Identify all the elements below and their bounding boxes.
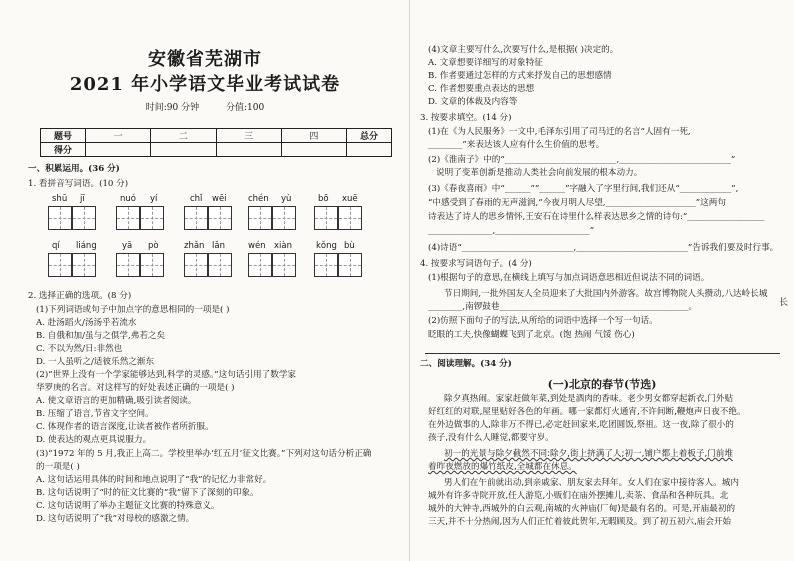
pinyin: bō [318,194,329,204]
char-box[interactable] [248,206,272,230]
option[interactable]: B. 这句话说明了“时的征文比赛的“我”留下了深刻的印象。 [36,488,259,498]
score-input-cell[interactable] [347,143,392,157]
pinyin: pò [148,241,159,251]
question-4-prompt: 眨眼的工夫,快像蝴蝶飞到了北京。(饱 热闹 气馁 伤心) [428,330,635,340]
pinyin: liáng [76,241,97,251]
char-box[interactable] [272,253,296,277]
option[interactable]: D. 使表达的观点更具说服力。 [36,435,152,445]
pinyin: chén [248,194,269,204]
char-box[interactable] [208,206,232,230]
option[interactable]: B. 自俄和加/虽与之俱学,弗若之矣 [36,331,166,341]
answer-line[interactable] [425,353,780,354]
option[interactable]: B. 压缩了语言,节省文字空间。 [36,409,154,419]
question-4-1: (1)根据句子的意思,在横线上填写与加点词语意思相近但说法不同的词语。 [428,273,710,283]
char-box[interactable] [140,253,164,277]
pinyin: yí [150,194,158,204]
section-heading: 二、阅读理解。(34 分) [420,359,512,369]
fill-blank[interactable]: “中感受到了春雨的无声滋润,“今夜月明人尽望,_____________________”这两句 [428,198,726,208]
exam-time: 时间:90 分钟 [145,103,200,113]
char-box[interactable] [184,206,208,230]
passage-line: 城外的大钟寺,西城外的白云观,南城的火神庙(厂甸)是最有名的。可是,开庙最初的 [428,504,736,514]
option[interactable]: B. 作者要通过怎样的方式来抒发自己的思想感情 [428,71,612,81]
edge-character: 长 [778,298,788,308]
score-cell: 一 [86,129,151,143]
char-box[interactable] [314,206,338,230]
pinyin: qí [52,241,60,251]
passage-line: 孩子,没有什么人睡觉,都要守岁。 [428,433,554,443]
option[interactable]: C. 体现作者的语言深度,让读者被作者所折服。 [36,422,214,432]
score-input-cell[interactable] [281,143,346,157]
option[interactable]: C. 这句话说明了举办主题征文比赛的特殊意义。 [36,501,220,511]
char-box[interactable] [184,253,208,277]
question-1: 1. 看拼音写词语。(10 分) [28,179,129,189]
score-input-cell[interactable] [86,143,151,157]
option[interactable]: D. 这句话说明了“我”对母校的感激之情。 [36,514,195,524]
exam-title: 2021 年小学语文毕业考试试卷 [69,74,341,95]
pinyin: jī [80,194,85,204]
question-4-passage: 节日期间,一批外国友人全员迎来了大批国内外游客。故宫博物院人头攒动,八达岭长城 [444,289,768,299]
exam-title-region: 安徽省芜湖市 [148,49,262,70]
pinyin: chǐ [190,194,203,204]
score-table-header-row [41,129,392,143]
passage-line: 好红红的对联,屋里贴好各色的年画。哪一家都灯火通宵,不许间断,鞭炮声日夜不绝。 [428,407,746,417]
fill-blank[interactable]: ________,南锣鼓巷____________________________________________。 [428,302,698,312]
pinyin: shū [52,194,68,204]
pinyin: zhǎn [184,241,205,251]
option[interactable]: A. 使文章语言的更加精确,吸引读者阅读。 [36,396,197,406]
score-cell: 题号 [41,129,86,143]
pinyin: wēi [212,194,227,204]
char-box[interactable] [248,253,272,277]
question-2-4: (4)文章主要写什么,次要写什么,是根据( )决定的。 [428,45,619,55]
exam-meta [0,100,410,113]
pinyin: nuó [120,194,136,204]
pinyin: wén [248,241,266,251]
fill-blank: 说明了变革创新是推动人类社会向前发展的根本动力。 [436,168,643,178]
section-heading: 一、积累运用。(36 分) [28,164,120,174]
char-box[interactable] [338,206,362,230]
fill-blank[interactable]: ________”来表达该人应有什么生价值的思考。 [428,140,605,150]
char-box[interactable] [338,253,362,277]
pinyin: bù [344,241,355,251]
char-box[interactable] [116,253,140,277]
score-table [40,128,392,157]
question-2-1: (1)下列词语或句子中加点字的意思相同的一项是( ) [36,305,230,315]
option[interactable]: C. 不以为然/日:非然也 [36,344,123,354]
char-box[interactable] [208,253,232,277]
question-2-2-cont: 华罗庚的名言。对这样写的好处表述正确的一项是( ) [36,383,235,393]
pinyin: yā [122,241,133,251]
passage-line: 三天,并不十分热闹,因为人们正忙着彼此贺年,无暇顾及。到了初五初六,庙会开始 [428,517,732,527]
passage-title: (一)北京的春节(节选) [547,378,657,391]
question-2-3: (3)“1972 年的 5 月,我正上高二。学校里举办‘红五月’征文比赛。”下列对这句话分析正确 [36,449,372,459]
score-cell: 总分 [347,129,392,143]
option[interactable]: D. 一人虽听之/适彼乐然之渐东 [36,357,155,367]
char-box[interactable] [48,253,72,277]
fill-blank[interactable]: (4)诗语“__________________________,__________________________”告诉我们要及时行事。 [428,243,779,253]
pinyin: kǒng [316,241,337,251]
question-4-2: (2)仿照下面句子的写法,从所给的词语中选择一个写一句话。 [428,316,658,326]
passage-line: 在外边做事的人,除非万不得已,必定赶回家来,吃团圆饭,祭祖。这一夜,除了很小的 [428,420,734,430]
pinyin: xiàn [274,241,292,251]
passage-line-underlined: 初一的光景与除夕截然不同:除夕,街上挤满了人;初一,铺户都上着板子,门前堆 [444,449,733,459]
passage-line: 城外有许多寺院开放,任人游览,小贩们在庙外摆摊儿,卖茶、食品和各种玩具。北 [428,491,729,501]
char-box[interactable] [314,253,338,277]
question-3: 3. 按要求填空。(14 分) [420,113,512,123]
option[interactable]: A. 文章想要详细写的对象特征 [428,58,543,68]
char-box[interactable] [72,206,96,230]
fill-blank[interactable]: (2)《淮南子》中的“__________________________,__________________________” [428,155,736,165]
char-box[interactable] [272,206,296,230]
question-2: 2. 选择正确的选项。(8 分) [28,291,132,301]
fill-blank[interactable]: _______________,______________________” [428,226,595,236]
option[interactable]: C. 作者想要重点表达的思想 [428,84,535,94]
question-4: 4. 按要求写词语句子。(4 分) [420,259,532,269]
option[interactable]: D. 文章的体裁及内容等 [428,97,518,107]
option[interactable]: A. 赴汤蹈火/汤汤乎若流水 [36,318,137,328]
fill-blank[interactable]: 诗表达了诗人的思乡情怀,王安石在诗里什么样表达思乡之情的诗句:“__________________ [428,212,765,222]
score-input-cell[interactable] [216,143,281,157]
pinyin: xuē [342,194,358,204]
char-box[interactable] [48,206,72,230]
pinyin: yù [281,194,292,204]
passage-line-underlined: 着昨夜燃放的爆竹纸皮,全城都在休息。 [428,462,577,472]
question-2-2: (2)“世界上没有一个学家能够达到,科学的灵感。”这句话引用了数学家 [36,370,297,380]
passage-line: 男人们在午前就出动,到亲戚家、朋友家去拜年。女人们在家中接待客人。城内 [444,478,739,488]
pinyin: lǎn [212,241,225,251]
question-2-3-cont: 的一项是( ) [36,462,80,472]
exam-full-score: 分值:100 [226,103,265,113]
score-cell: 二 [151,129,216,143]
option[interactable]: A. 这句话运用具体的时间和地点说明了“我”的记忆力非常好。 [36,475,272,485]
char-box[interactable] [116,206,140,230]
score-table-score-row [41,143,392,157]
score-cell: 四 [281,129,346,143]
score-cell: 得分 [41,143,86,157]
passage-line: 除夕真热闹。家家赶做年菜,到处是酒肉的香味。老少男女都穿起新衣,门外贴 [444,394,734,404]
fill-blank: (1)在《为人民服务》一文中,毛泽东引用了司马迁的名言“人固有一死, [428,127,691,137]
char-box[interactable] [72,253,96,277]
score-cell: 三 [216,129,281,143]
char-box[interactable] [140,206,164,230]
fill-blank[interactable]: (3)《春夜喜雨》中“______”“______”字融入了字里行间,我们还从“____________”, [428,184,739,194]
score-input-cell[interactable] [151,143,216,157]
